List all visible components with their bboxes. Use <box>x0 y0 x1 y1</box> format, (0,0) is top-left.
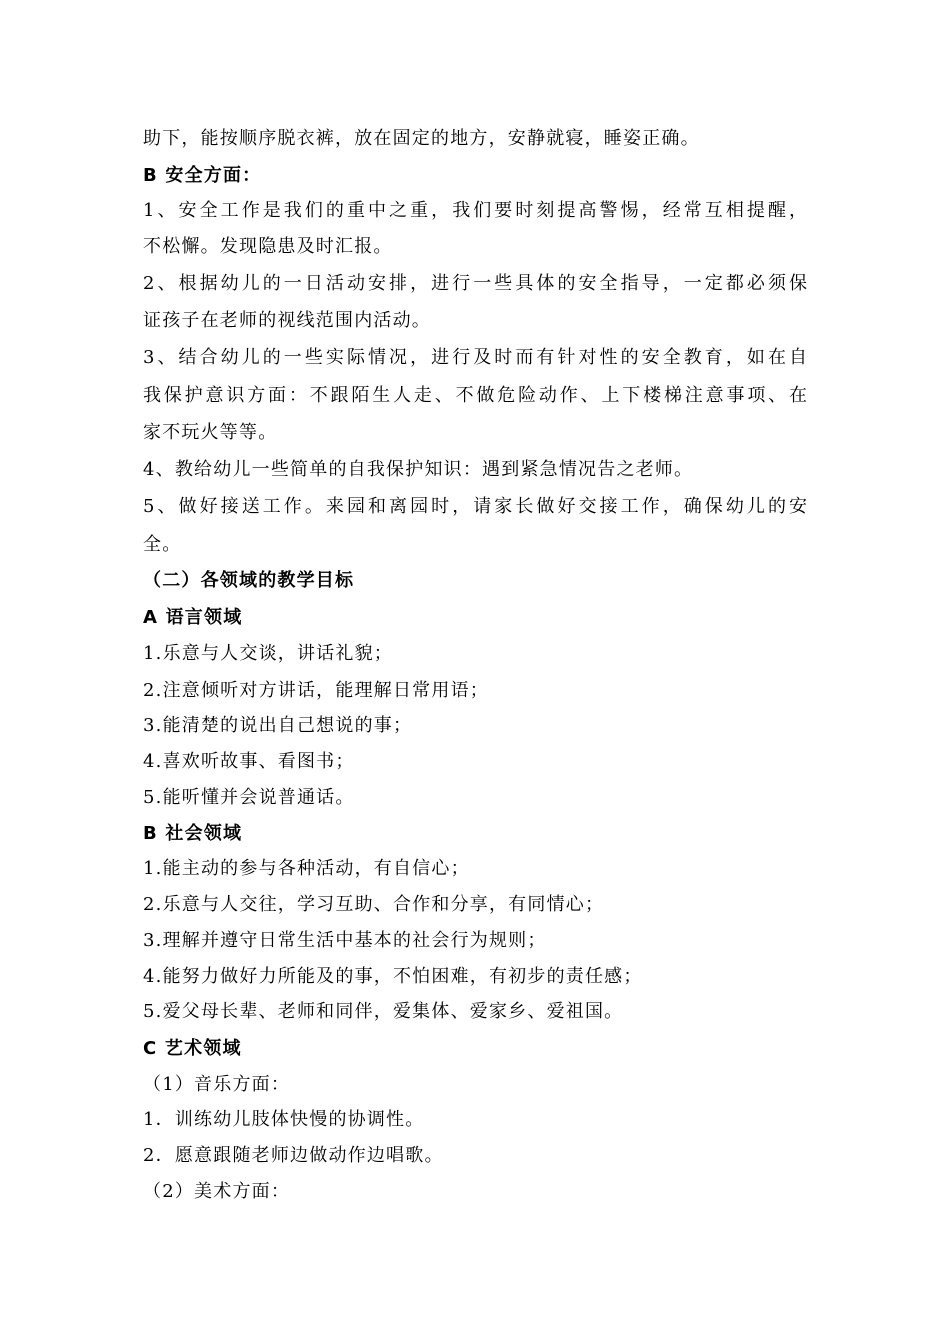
section-heading: （二）各领域的教学目标 <box>143 570 355 591</box>
paragraph-line: 5、做好接送工作。来园和离园时，请家长做好交接工作，确保幼儿的安 <box>143 496 807 517</box>
section-heading: B 安全方面： <box>143 165 262 186</box>
list-item: 4.能努力做好力所能及的事，不怕困难，有初步的责任感； <box>143 966 643 987</box>
list-item: 2．愿意跟随老师边做动作边唱歌。 <box>143 1145 444 1166</box>
paragraph-line: 不松懈。发现隐患及时汇报。 <box>143 236 393 257</box>
list-item: 5.爱父母长辈、老师和同伴，爱集体、爱家乡、爱祖国。 <box>143 1001 624 1022</box>
list-item: 1.乐意与人交谈，讲话礼貌； <box>143 643 393 664</box>
paragraph-line: 2、根据幼儿的一日活动安排，进行一些具体的安全指导，一定都必须保 <box>143 273 807 294</box>
list-item: 2.注意倾听对方讲话，能理解日常用语； <box>143 680 489 701</box>
list-item: 3.能清楚的说出自己想说的事； <box>143 715 413 736</box>
subsection-heading: A 语言领域 <box>143 607 243 628</box>
paragraph-line: 证孩子在老师的视线范围内活动。 <box>143 310 431 331</box>
subsection-heading: B 社会领域 <box>143 823 243 844</box>
paragraph-line: 1、安全工作是我们的重中之重，我们要时刻提高警惕，经常互相提醒， <box>143 200 807 221</box>
paragraph-line: 家不玩火等等。 <box>143 422 278 443</box>
list-item: 4.喜欢听故事、看图书； <box>143 751 355 772</box>
paragraph-line: 我保护意识方面：不跟陌生人走、不做危险动作、上下楼梯注意事项、在 <box>143 385 807 406</box>
list-item: 3.理解并遵守日常生活中基本的社会行为规则； <box>143 930 547 951</box>
list-item: 1．训练幼儿肢体快慢的协调性。 <box>143 1109 425 1130</box>
list-item: 1.能主动的参与各种活动，有自信心； <box>143 858 470 879</box>
list-item: （2）美术方面： <box>143 1181 291 1202</box>
list-item: （1）音乐方面： <box>143 1074 291 1095</box>
paragraph-line: 4、教给幼儿一些简单的自我保护知识：遇到紧急情况告之老师。 <box>143 459 694 480</box>
paragraph-line: 3、结合幼儿的一些实际情况，进行及时而有针对性的安全教育，如在自 <box>143 347 807 368</box>
paragraph-line: 助下，能按顺序脱衣裤，放在固定的地方，安静就寝，睡姿正确。 <box>143 128 700 149</box>
list-item: 5.能听懂并会说普通话。 <box>143 787 355 808</box>
list-item: 2.乐意与人交往，学习互助、合作和分享，有同情心； <box>143 894 605 915</box>
subsection-heading: C 艺术领域 <box>143 1038 242 1059</box>
paragraph-line: 全。 <box>143 534 182 555</box>
